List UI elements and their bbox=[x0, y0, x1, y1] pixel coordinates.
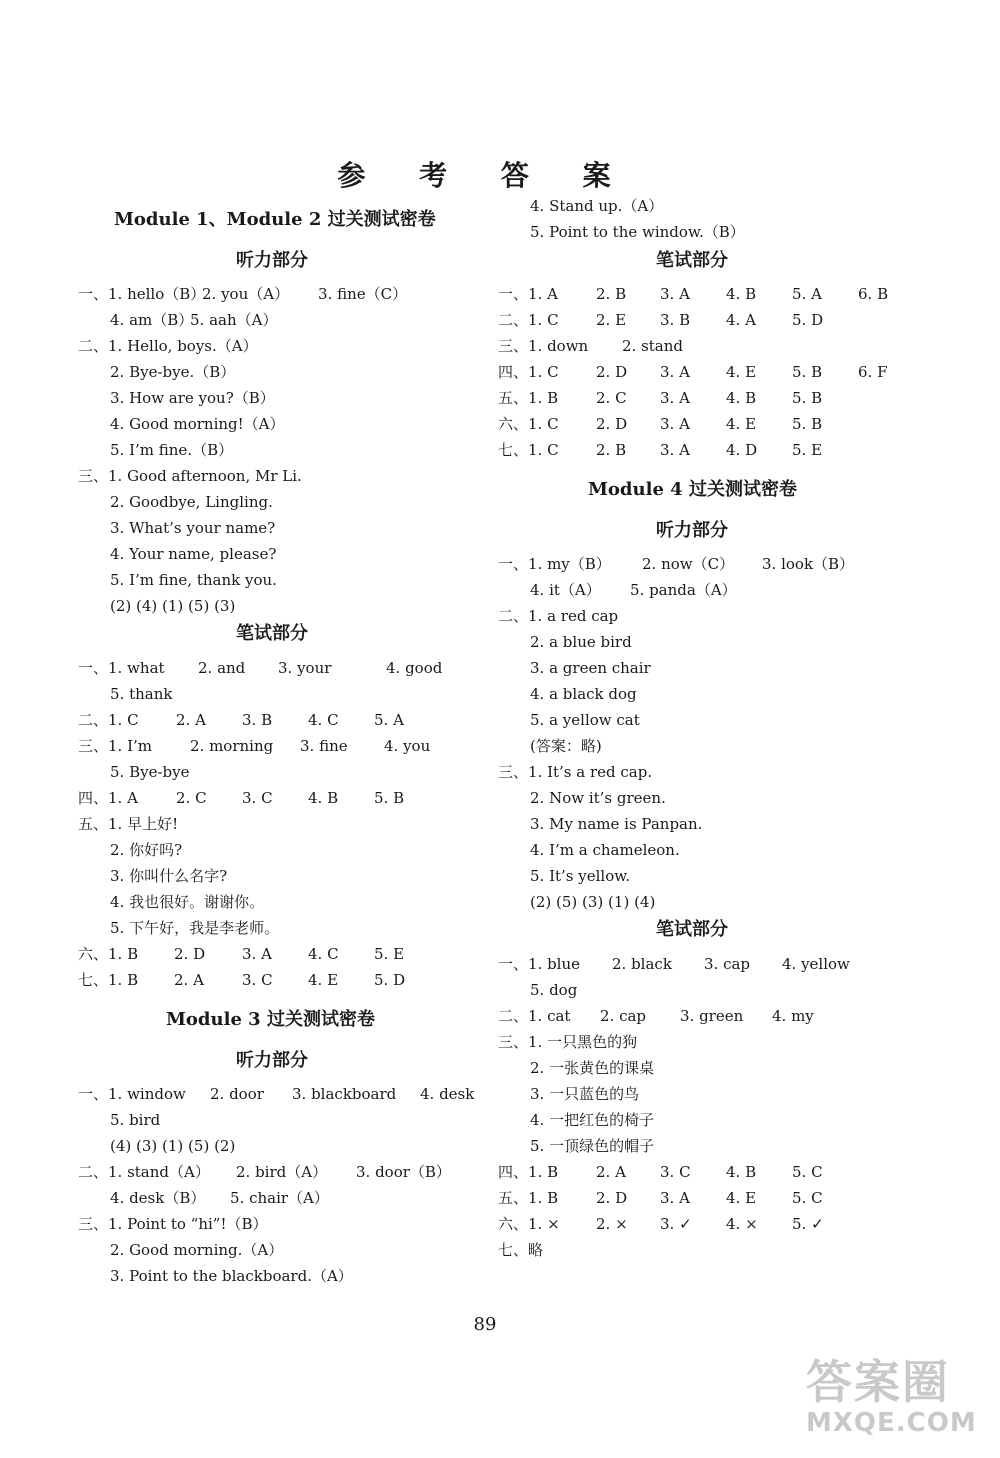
answer-item: 三、1. Point to “hi”!（B） bbox=[78, 1215, 268, 1233]
answer-item: 4. A bbox=[726, 311, 756, 329]
answer-item: 六、1. × bbox=[498, 1215, 560, 1233]
answer-item: 4. Good morning!（A） bbox=[110, 415, 285, 433]
answer-item: (2) (5) (3) (1) (4) bbox=[530, 893, 656, 911]
answer-item: 5. C bbox=[792, 1189, 823, 1207]
answer-item: 5. B bbox=[792, 389, 823, 407]
answer-item: 4. I’m a chameleon. bbox=[530, 841, 680, 859]
answer-item: 一、1. my（B） bbox=[498, 555, 611, 573]
answer-item: 3. What’s your name? bbox=[110, 519, 276, 537]
answer-item: 二、1. Hello, boys.（A） bbox=[78, 337, 258, 355]
answer-item: 5. a yellow cat bbox=[530, 711, 640, 729]
left-answer-line bbox=[78, 814, 178, 834]
right-answer-line bbox=[530, 1058, 654, 1078]
answer-item: 3. 你叫什么名字? bbox=[110, 867, 228, 885]
left-answer-line bbox=[110, 840, 182, 860]
answer-item: 三、1. 一只黑色的狗 bbox=[498, 1033, 638, 1051]
answer-item: 5. B bbox=[792, 363, 823, 381]
answer-item: 5. A bbox=[374, 711, 404, 729]
answer-item: 2. D bbox=[596, 415, 628, 433]
answer-item: 5. panda（A） bbox=[630, 581, 737, 599]
answer-item: 4. am（B） bbox=[110, 311, 194, 329]
answer-item: 2. Goodbye, Lingling. bbox=[110, 493, 273, 511]
answer-item: 4. it（A） bbox=[530, 581, 601, 599]
right-answer-line bbox=[498, 606, 618, 626]
right-answer-line bbox=[498, 1032, 637, 1052]
answer-item: 一、1. what bbox=[78, 659, 165, 677]
answer-item: 2. B bbox=[596, 441, 627, 459]
answer-item: 3. How are you?（B） bbox=[110, 389, 275, 407]
answer-item: 3. B bbox=[242, 711, 273, 729]
answer-item: 4. D bbox=[726, 441, 758, 459]
answer-item: 2. C bbox=[596, 389, 627, 407]
answer-item: 5. Bye-bye bbox=[110, 763, 190, 781]
answer-item: 4. B bbox=[726, 1163, 757, 1181]
answer-item: 三、1. Good afternoon, Mr Li. bbox=[78, 467, 302, 485]
answer-item: 3. C bbox=[660, 1163, 691, 1181]
answer-item: 2. C bbox=[176, 789, 207, 807]
answer-item: 六、1. B bbox=[78, 945, 139, 963]
watermark-main: 答案圈 bbox=[806, 1355, 950, 1409]
answer-item: 3. A bbox=[660, 415, 690, 433]
answer-item: 3. 一只蓝色的鸟 bbox=[530, 1085, 640, 1103]
answer-item: 3. A bbox=[242, 945, 272, 963]
page-title: 参 考 答 案 bbox=[337, 159, 633, 192]
answer-item: 二、1. C bbox=[498, 311, 559, 329]
answer-item: 2. Now it’s green. bbox=[530, 789, 666, 807]
answer-item: 4. Stand up.（A） bbox=[530, 197, 664, 215]
answer-item: 四、1. B bbox=[498, 1163, 559, 1181]
answer-item: 一、1. blue bbox=[498, 955, 581, 973]
answer-item: 2. D bbox=[596, 1189, 628, 1207]
left-heading-m12-listen: 听力部分 bbox=[236, 250, 308, 271]
left-heading-m12-title: Module 1、Module 2 过关测试密卷 bbox=[114, 209, 436, 230]
answer-item: 2. and bbox=[198, 659, 246, 677]
answer-item: 4. 我也很好。谢谢你。 bbox=[110, 893, 265, 911]
answer-item: 2. A bbox=[174, 971, 204, 989]
answer-item: 2. black bbox=[612, 955, 672, 973]
right-answer-line bbox=[530, 710, 640, 730]
answer-item: 3. A bbox=[660, 363, 690, 381]
answer-item: (4) (3) (1) (5) (2) bbox=[110, 1137, 236, 1155]
right-answer-line bbox=[530, 222, 745, 242]
answer-item: 二、1. cat bbox=[498, 1007, 571, 1025]
right-answer-line bbox=[530, 736, 602, 756]
answer-item: 一、1. A bbox=[498, 285, 558, 303]
answer-item: 3. door（B） bbox=[356, 1163, 451, 1181]
left-answer-line bbox=[110, 388, 275, 408]
answer-item: 4. C bbox=[308, 945, 339, 963]
answer-item: 3. green bbox=[680, 1007, 744, 1025]
left-answer-line bbox=[110, 866, 227, 886]
answer-item: 4. E bbox=[726, 1189, 757, 1207]
answer-item: 5. aah（A） bbox=[190, 311, 278, 329]
answer-item: 2. bird（A） bbox=[236, 1163, 328, 1181]
answer-item: 3. fine bbox=[300, 737, 348, 755]
answer-item: 4. good bbox=[386, 659, 443, 677]
answer-item: 4. E bbox=[726, 363, 757, 381]
answer-item: 3. My name is Panpan. bbox=[530, 815, 703, 833]
answer-item: 5. E bbox=[374, 945, 405, 963]
left-answer-line bbox=[78, 336, 258, 356]
left-answer-line bbox=[110, 362, 235, 382]
right-heading-m3-write: 笔试部分 bbox=[656, 250, 728, 271]
answer-item: 2. 一张黄色的课桌 bbox=[530, 1059, 655, 1077]
answer-item: 3. your bbox=[278, 659, 332, 677]
right-heading-m4-title: Module 4 过关测试密卷 bbox=[588, 479, 797, 500]
answer-item: 2. cap bbox=[600, 1007, 647, 1025]
right-answer-line bbox=[530, 684, 637, 704]
right-answer-line bbox=[530, 814, 702, 834]
answer-item: 3. B bbox=[660, 311, 691, 329]
watermark-logo bbox=[806, 1356, 986, 1444]
answer-item: 四、1. A bbox=[78, 789, 138, 807]
left-heading-m3-listen: 听力部分 bbox=[236, 1050, 308, 1071]
left-answer-line bbox=[110, 1136, 235, 1156]
answer-item: 5. ✓ bbox=[792, 1215, 824, 1233]
right-answer-line bbox=[530, 196, 663, 216]
answer-item: 2. a blue bird bbox=[530, 633, 632, 651]
answer-item: 五、1. B bbox=[498, 1189, 559, 1207]
left-answer-line bbox=[110, 414, 285, 434]
left-answer-line bbox=[110, 892, 264, 912]
answer-item: 4. desk（B） bbox=[110, 1189, 206, 1207]
answer-item: 2. A bbox=[176, 711, 206, 729]
answer-item: 2. you（A） bbox=[202, 285, 290, 303]
answer-item: 5. A bbox=[792, 285, 822, 303]
answer-item: 2. D bbox=[174, 945, 206, 963]
answer-item: 4. E bbox=[726, 415, 757, 433]
answer-item: 3. C bbox=[242, 971, 273, 989]
answer-item: 2. Good morning.（A） bbox=[110, 1241, 284, 1259]
answer-item: 七、1. C bbox=[498, 441, 559, 459]
answer-item: 三、1. I’m bbox=[78, 737, 152, 755]
left-answer-line bbox=[110, 762, 189, 782]
right-answer-line bbox=[530, 980, 577, 1000]
answer-item: 5. Point to the window.（B） bbox=[530, 223, 745, 241]
answer-item: 5. D bbox=[374, 971, 406, 989]
answer-item: 2. × bbox=[596, 1215, 628, 1233]
left-answer-line bbox=[110, 684, 172, 704]
answer-item: 二、1. C bbox=[78, 711, 139, 729]
left-answer-line bbox=[110, 1240, 283, 1260]
answer-item: 七、略 bbox=[498, 1241, 544, 1259]
right-answer-line bbox=[530, 632, 632, 652]
right-answer-line bbox=[530, 1110, 654, 1130]
answer-item: 5. I’m fine, thank you. bbox=[110, 571, 277, 589]
answer-item: 3. look（B） bbox=[762, 555, 855, 573]
answer-item: 6. B bbox=[858, 285, 889, 303]
answer-item: 3. fine（C） bbox=[318, 285, 408, 303]
answer-item: 4. 一把红色的椅子 bbox=[530, 1111, 655, 1129]
answer-item: 5. 一顶绿色的帽子 bbox=[530, 1137, 655, 1155]
right-answer-line bbox=[498, 1240, 543, 1260]
right-answer-line bbox=[530, 866, 630, 886]
answer-item: 5. C bbox=[792, 1163, 823, 1181]
left-heading-m3-title: Module 3 过关测试密卷 bbox=[166, 1009, 375, 1030]
answer-item: 5. D bbox=[792, 311, 824, 329]
right-answer-line bbox=[498, 762, 652, 782]
answer-item: 2. D bbox=[596, 363, 628, 381]
answer-item: 一、1. hello（B） bbox=[78, 285, 206, 303]
answer-item: 2. Bye-bye.（B） bbox=[110, 363, 236, 381]
left-answer-line bbox=[110, 1110, 160, 1130]
answer-item: 5. It’s yellow. bbox=[530, 867, 631, 885]
right-answer-line bbox=[530, 1084, 639, 1104]
answer-item: 5. B bbox=[374, 789, 405, 807]
right-heading-m4-write: 笔试部分 bbox=[656, 919, 728, 940]
answer-item: 4. × bbox=[726, 1215, 758, 1233]
left-answer-line bbox=[78, 1214, 268, 1234]
answer-item: 4. Your name, please? bbox=[110, 545, 277, 563]
right-answer-line bbox=[530, 840, 680, 860]
answer-item: 4. B bbox=[308, 789, 339, 807]
answer-item: 2. stand bbox=[622, 337, 684, 355]
right-answer-line bbox=[530, 892, 655, 912]
answer-item: 4. E bbox=[308, 971, 339, 989]
answer-item: 3. C bbox=[242, 789, 273, 807]
answer-item: 3. cap bbox=[704, 955, 751, 973]
answer-item: 四、1. C bbox=[498, 363, 559, 381]
answer-item: 三、1. It’s a red cap. bbox=[498, 763, 653, 781]
answer-item: 七、1. B bbox=[78, 971, 139, 989]
answer-item: 4. yellow bbox=[782, 955, 850, 973]
answer-item: 3. ✓ bbox=[660, 1215, 692, 1233]
left-answer-line bbox=[110, 596, 235, 616]
answer-item: 6. F bbox=[858, 363, 888, 381]
watermark-url: MXQE.COM bbox=[806, 1408, 977, 1438]
answer-item: 3. A bbox=[660, 1189, 690, 1207]
left-answer-line bbox=[78, 466, 302, 486]
right-answer-line bbox=[530, 658, 651, 678]
answer-item: 2. A bbox=[596, 1163, 626, 1181]
answer-item: 2. now（C） bbox=[642, 555, 735, 573]
right-answer-line bbox=[530, 1136, 654, 1156]
answer-item: 3. A bbox=[660, 441, 690, 459]
answer-item: 五、1. B bbox=[498, 389, 559, 407]
answer-item: 4. B bbox=[726, 285, 757, 303]
right-answer-line bbox=[530, 788, 666, 808]
answer-item: 3. a green chair bbox=[530, 659, 651, 677]
left-heading-m12-write: 笔试部分 bbox=[236, 623, 308, 644]
answer-item: 3. A bbox=[660, 285, 690, 303]
answer-item: 一、1. window bbox=[78, 1085, 186, 1103]
answer-item: 2. E bbox=[596, 311, 627, 329]
answer-item: 5. 下午好，我是李老师。 bbox=[110, 919, 280, 937]
page-number: 89 bbox=[473, 1314, 497, 1335]
answer-item: 2. 你好吗? bbox=[110, 841, 183, 859]
answer-item: 5. I’m fine.（B） bbox=[110, 441, 234, 459]
answer-item: 5. E bbox=[792, 441, 823, 459]
answer-item: 五、1. 早上好! bbox=[78, 815, 179, 833]
answer-item: 5. bird bbox=[110, 1111, 161, 1129]
answer-item: 二、1. a red cap bbox=[498, 607, 619, 625]
answer-item: 4. my bbox=[772, 1007, 814, 1025]
left-answer-line bbox=[110, 570, 277, 590]
left-answer-line bbox=[110, 1266, 353, 1286]
answer-item: 4. B bbox=[726, 389, 757, 407]
right-heading-m4-listen: 听力部分 bbox=[656, 520, 728, 541]
answer-item: 4. desk bbox=[420, 1085, 475, 1103]
answer-item: (答案：略) bbox=[530, 737, 602, 755]
answer-item: 3. Point to the blackboard.（A） bbox=[110, 1267, 353, 1285]
answer-item: 5. dog bbox=[530, 981, 578, 999]
answer-item: 3. A bbox=[660, 389, 690, 407]
answer-item: 六、1. C bbox=[498, 415, 559, 433]
answer-item: (2) (4) (1) (5) (3) bbox=[110, 597, 236, 615]
answer-item: 3. blackboard bbox=[292, 1085, 397, 1103]
answer-item: 二、1. stand（A） bbox=[78, 1163, 210, 1181]
answer-item: 4. C bbox=[308, 711, 339, 729]
answer-item: 5. thank bbox=[110, 685, 173, 703]
answer-item: 三、1. down bbox=[498, 337, 589, 355]
answer-item: 4. you bbox=[384, 737, 431, 755]
left-answer-line bbox=[110, 918, 279, 938]
left-answer-line bbox=[110, 440, 233, 460]
left-answer-line bbox=[110, 492, 273, 512]
answer-item: 2. morning bbox=[190, 737, 274, 755]
left-answer-line bbox=[110, 518, 275, 538]
answer-item: 5. chair（A） bbox=[230, 1189, 329, 1207]
answer-item: 2. door bbox=[210, 1085, 264, 1103]
left-answer-line bbox=[110, 544, 276, 564]
answer-item: 2. B bbox=[596, 285, 627, 303]
answer-item: 5. B bbox=[792, 415, 823, 433]
answer-item: 4. a black dog bbox=[530, 685, 637, 703]
